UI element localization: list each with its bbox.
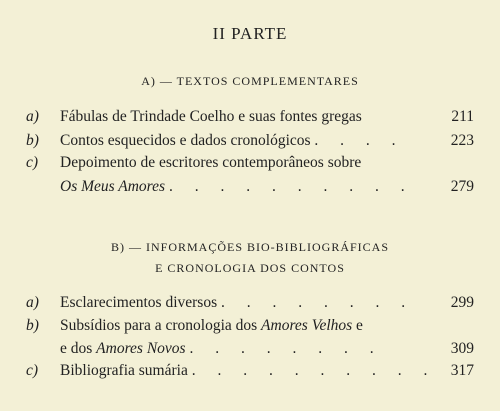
toc-entry-a2 xyxy=(26,130,474,152)
toc-entry-b1 xyxy=(26,292,474,314)
entry-title: Fábulas de Trindade Coelho e suas fontes gregas xyxy=(60,108,362,125)
entry-title: e dos xyxy=(60,340,97,357)
entry-title-italic: Amores Velhos xyxy=(261,317,353,334)
entry-page: 279 xyxy=(450,178,474,195)
entry-mark: b) xyxy=(26,132,39,149)
entry-mark: a) xyxy=(26,108,39,125)
entry-page: 299 xyxy=(450,294,474,311)
toc-entry-a3 xyxy=(26,152,474,174)
toc-entry-a1 xyxy=(26,106,474,128)
entry-page: 309 xyxy=(450,340,474,357)
entry-page: 211 xyxy=(451,108,474,125)
entry-mark: c) xyxy=(26,154,39,171)
entry-dots: . . . . . . . . . . xyxy=(168,178,414,195)
entry-title: Bibliografia sumária xyxy=(60,362,188,379)
entry-title: Esclarecimentos diversos xyxy=(60,294,218,311)
entry-dots: . . . . . . . . . . xyxy=(191,362,437,379)
toc-entry-b3 xyxy=(26,360,474,382)
section-b-title-line1: B) — INFORMAÇÕES BIO-BIBLIOGRÁFICAS xyxy=(110,240,390,254)
entry-dots: . . . . xyxy=(314,132,405,149)
section-a-title: A) — TEXTOS COMPLEMENTARES xyxy=(141,74,359,88)
entry-title: Depoimento de escritores contemporâneos sobre xyxy=(60,154,362,171)
entry-dots: . . . . . . . . xyxy=(220,294,415,311)
toc-entry-b2-continuation xyxy=(26,338,474,360)
entry-dots: . . . . . . . . xyxy=(189,340,383,357)
entry-title: Contos esquecidos e dados cronológicos xyxy=(60,132,311,149)
toc-entry-b2 xyxy=(26,315,474,337)
entry-title-italic: Amores Novos xyxy=(96,340,186,357)
entry-mark: a) xyxy=(26,294,39,311)
page-title: II PARTE xyxy=(212,24,288,43)
entry-title: Subsídios para a cronologia dos xyxy=(60,317,262,334)
section-b-title-line2: E CRONOLOGIA DOS CONTOS xyxy=(155,261,345,275)
entry-mark: c) xyxy=(26,362,39,379)
toc-entry-a3-continuation xyxy=(26,176,474,198)
entry-page: 317 xyxy=(450,362,474,379)
entry-title-italic: Os Meus Amores xyxy=(60,178,166,195)
entry-title-end: e xyxy=(352,317,363,334)
entry-mark: b) xyxy=(26,317,39,334)
entry-page: 223 xyxy=(450,132,474,149)
